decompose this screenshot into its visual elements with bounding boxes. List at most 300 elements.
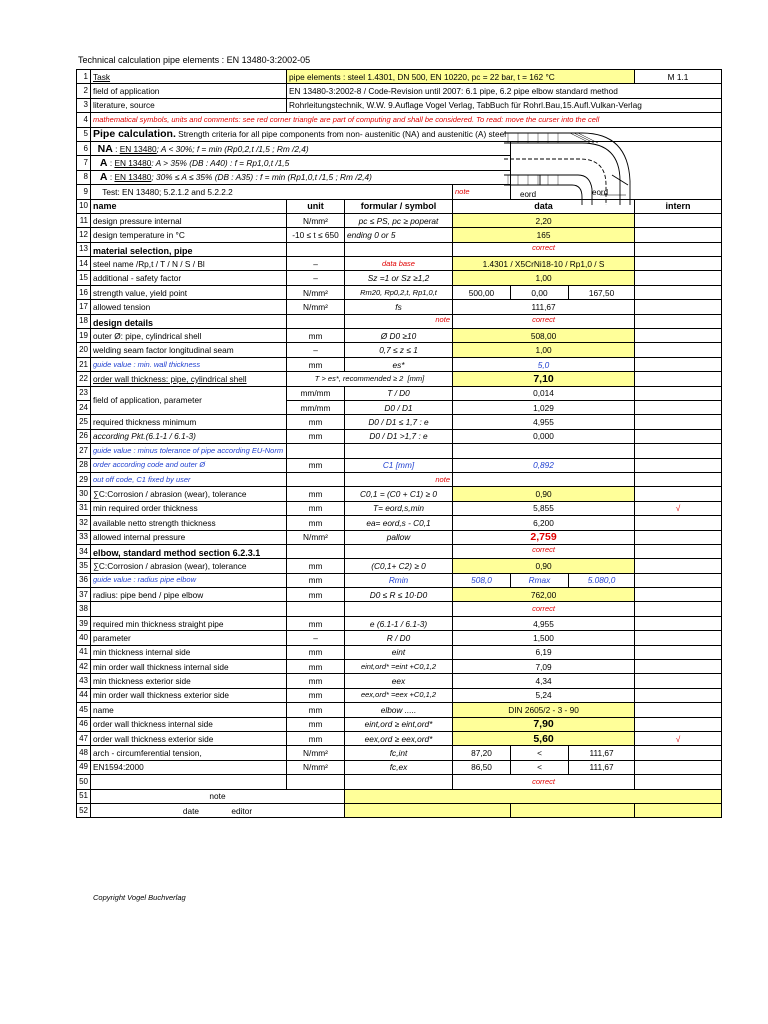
criteria-a35: A : EN 13480; 30% ≤ A ≤ 35% (DB : A35) : f = min (Rp1,0,t /1,5 ; Rm /2,4): [91, 170, 511, 184]
section-heading: design details: [91, 314, 287, 328]
param-unit: mm: [287, 415, 345, 429]
table-row: [77, 645, 722, 659]
intern-cell: [635, 674, 722, 688]
section-heading: elbow, standard method section 6.2.3.1: [91, 544, 287, 558]
table-row: [77, 429, 722, 443]
table-row: [77, 631, 722, 645]
table-row: [77, 660, 722, 674]
param-name: allowed tension: [91, 300, 287, 314]
row-number: 52: [77, 803, 91, 817]
param-formula: fc,int: [345, 746, 453, 760]
radius-min-value: 508,0: [453, 573, 511, 587]
allowed-tension-value: 111,67: [569, 746, 635, 760]
param-name: allowed internal pressure: [91, 530, 287, 544]
table-row: [77, 602, 722, 616]
empty-cell: [287, 544, 345, 558]
table-row: [77, 386, 722, 400]
criteria-standard: EN 13480: [114, 158, 152, 169]
param-value: 5,24: [453, 688, 635, 702]
param-unit: mm: [287, 703, 345, 717]
row-number: 46: [77, 717, 91, 731]
table-row: [77, 242, 722, 256]
note-marker: note: [345, 314, 453, 328]
row-number: 36: [77, 573, 91, 587]
param-formula: D0 ≤ R ≤ 10·D0: [345, 588, 453, 602]
row-number: 33: [77, 530, 91, 544]
row-number: 16: [77, 285, 91, 299]
note-marker: note: [453, 185, 511, 199]
intern-cell: [635, 530, 722, 544]
intern-cell: [635, 386, 722, 400]
table-row: [77, 357, 722, 371]
date-label: date: [182, 805, 200, 816]
unit-mm: [mm]: [407, 373, 425, 383]
param-value: 1,029: [453, 400, 635, 414]
table-row: [77, 616, 722, 630]
intern-cell: [635, 631, 722, 645]
row-number: 11: [77, 213, 91, 227]
comparison-sign: <: [511, 746, 569, 760]
param-input[interactable]: 0,90: [453, 559, 635, 573]
value-rp02: 0,00: [511, 285, 569, 299]
table-row: [77, 731, 722, 745]
param-value: 7,09: [453, 660, 635, 674]
row-number: 32: [77, 516, 91, 530]
empty-cell: [345, 775, 453, 789]
row-number: 22: [77, 372, 91, 386]
check-mark-icon: √: [635, 731, 722, 745]
value-rp10: 167,50: [569, 285, 635, 299]
test-text: Test: EN 13480; 5.2.1.2 and 5.2.2.2: [102, 186, 233, 197]
editor-label: editor: [231, 805, 253, 816]
empty-cell: [91, 775, 287, 789]
intern-cell: [635, 458, 722, 472]
param-unit: mm: [287, 329, 345, 343]
allowed-tension-value: 111,67: [569, 760, 635, 774]
row-number: 27: [77, 444, 91, 458]
row-number: 14: [77, 257, 91, 271]
param-unit: -10 ≤ t ≤ 650: [287, 228, 345, 242]
copyright: Copyright Vogel Buchverlag: [93, 893, 186, 902]
col-unit-header: unit: [287, 199, 345, 213]
table-row: [77, 775, 722, 789]
param-unit: N/mm²: [287, 300, 345, 314]
param-unit: mm: [287, 487, 345, 501]
note-marker: note: [345, 472, 453, 486]
param-formula: es*: [345, 357, 453, 371]
criteria-prefix: A: [99, 157, 108, 170]
table-row: [77, 746, 722, 760]
row-number: 6: [77, 141, 91, 155]
empty-cell: [287, 314, 345, 328]
param-unit: –: [287, 631, 345, 645]
empty-cell: [287, 242, 345, 256]
row-number: 9: [77, 185, 91, 199]
table-row: [77, 573, 722, 587]
eord-label-left: eord: [520, 190, 537, 199]
intern-cell: [635, 242, 722, 256]
table-row: [77, 674, 722, 688]
guide-value-label: out off code, C1 fixed by user: [91, 472, 287, 486]
status-correct: correct: [453, 544, 635, 558]
intern-cell: [635, 343, 722, 357]
empty-cell: [345, 602, 453, 616]
param-unit: mm: [287, 573, 345, 587]
param-formula: Ø D0 ≥10: [345, 329, 453, 343]
table-row: [77, 472, 722, 486]
table-row: [77, 516, 722, 530]
param-input[interactable]: 2,20: [453, 213, 635, 227]
elbow-name-input[interactable]: DIN 2605/2 - 3 - 90: [453, 703, 635, 717]
row-number: 50: [77, 775, 91, 789]
intern-cell: [635, 516, 722, 530]
row-number: 31: [77, 501, 91, 515]
criteria-text: : A > 35% (DB : A40) : f = Rp1,0,t /1,5: [151, 158, 290, 169]
param-formula: T / D0: [345, 386, 453, 400]
param-input[interactable]: 165: [453, 228, 635, 242]
status-correct: correct: [453, 775, 635, 789]
param-formula: eex: [345, 674, 453, 688]
table-row: [77, 329, 722, 343]
param-unit: mm: [287, 688, 345, 702]
param-name: ∑C:Corrosion / abrasion (wear), tolerance: [91, 559, 287, 573]
param-formula: e (6.1-1 / 6.1-3): [345, 616, 453, 630]
row-number: 26: [77, 429, 91, 443]
row-number: 30: [77, 487, 91, 501]
empty-cell: [345, 444, 453, 458]
criteria-standard: EN 13480: [119, 143, 157, 154]
param-name: design pressure internal: [91, 213, 287, 227]
radius-max-label: Rmax: [511, 573, 569, 587]
param-formula: eex,ord ≥ eex,ord*: [345, 731, 453, 745]
param-input[interactable]: 0,90: [453, 487, 635, 501]
row-number: 29: [77, 472, 91, 486]
intern-cell: [635, 588, 722, 602]
intern-cell: [635, 645, 722, 659]
param-input[interactable]: 7,90: [453, 717, 635, 731]
row-number: 1: [77, 70, 91, 84]
intern-cell: [635, 429, 722, 443]
task-ref: M 1.1: [635, 70, 722, 84]
row-number: 25: [77, 415, 91, 429]
table-row: [77, 343, 722, 357]
param-unit: N/mm²: [287, 213, 345, 227]
row-number: 49: [77, 760, 91, 774]
param-value: 0,000: [453, 429, 635, 443]
note-input[interactable]: [345, 789, 722, 803]
criteria-a40: A : EN 13480: A > 35% (DB : A40) : f = Rp1,0,t /1,5: [91, 156, 511, 170]
intern-cell: [635, 314, 722, 328]
intern-cell: [635, 746, 722, 760]
param-formula: elbow .....: [345, 703, 453, 717]
empty-cell: [287, 472, 345, 486]
row-1: [77, 70, 722, 84]
col-formula-header: formular / symbol: [345, 199, 453, 213]
param-name: order wall thickness internal side: [91, 717, 287, 731]
intern-cell: [635, 775, 722, 789]
param-unit: N/mm²: [287, 530, 345, 544]
param-input[interactable]: 5,60: [453, 731, 635, 745]
check-mark-icon: √: [635, 501, 722, 515]
guide-value: 5,0: [453, 357, 635, 371]
param-value: 6,200: [453, 516, 635, 530]
editor-input[interactable]: [511, 803, 635, 817]
row-number: 10: [77, 199, 91, 213]
steel-select[interactable]: 1.4301 / X5CrNi18-10 / Rp1,0 / S: [453, 257, 635, 271]
param-formula: pc ≤ PS, pc ≥ poperat: [345, 213, 453, 227]
test-reference: [91, 185, 453, 199]
intern-cell: [635, 357, 722, 371]
guide-value-label: guide value : min. wall thickness: [91, 357, 287, 371]
intern-cell: [635, 544, 722, 558]
row-number: 39: [77, 616, 91, 630]
param-formula: D0 / D1: [345, 400, 453, 414]
table-row: [77, 487, 722, 501]
param-unit: mm: [287, 458, 345, 472]
value-rm: 500,00: [453, 285, 511, 299]
col-name-header: name: [91, 199, 287, 213]
param-formula: fc,ex: [345, 760, 453, 774]
note-label: note: [91, 789, 345, 803]
param-unit: N/mm²: [287, 285, 345, 299]
pipe-calc-desc: Strength criteria for all pipe components from non- austenitic (NA) and austenitic (A) steel: [175, 129, 507, 140]
guide-value-label: guide value : minus tolerance of pipe according EU-Norm: [91, 444, 287, 458]
param-unit: mm: [287, 559, 345, 573]
param-formula: eint,ord* =eint +C0,1,2: [345, 660, 453, 674]
param-name: EN1594:2000: [91, 760, 287, 774]
param-name: order wall thickness: pipe, cylindrical shell: [91, 372, 287, 386]
param-formula: eint,ord ≥ eint,ord*: [345, 717, 453, 731]
guide-value-label: guide value : radius pipe elbow: [91, 573, 287, 587]
table-row: [77, 271, 722, 285]
param-name: required min thickness straight pipe: [91, 616, 287, 630]
row-number: 20: [77, 343, 91, 357]
row-number: 28: [77, 458, 91, 472]
param-unit: mm/mm: [287, 386, 345, 400]
table-row: [77, 717, 722, 731]
param-name: ∑C:Corrosion / abrasion (wear), tolerance: [91, 487, 287, 501]
intern-cell: [635, 472, 722, 486]
section-heading: material selection, pipe: [91, 242, 287, 256]
param-value: 1,500: [453, 631, 635, 645]
date-input[interactable]: [345, 803, 511, 817]
row-number: 48: [77, 746, 91, 760]
intern-cell: [635, 616, 722, 630]
intern-cell: [635, 285, 722, 299]
signature-input[interactable]: [635, 803, 722, 817]
intern-cell: [635, 400, 722, 414]
param-name: design temperature in °C: [91, 228, 287, 242]
param-input[interactable]: 1,00: [453, 271, 635, 285]
allowed-pressure-result: 2,759: [453, 530, 635, 544]
page-title: Technical calculation pipe elements : EN 13480-3:2002-05: [78, 55, 311, 65]
status-correct: correct: [453, 314, 635, 328]
param-unit: mm: [287, 429, 345, 443]
pipe-calc-title: Pipe calculation.: [93, 128, 176, 141]
row-number: 44: [77, 688, 91, 702]
empty-cell: [287, 444, 345, 458]
param-formula: Rmin: [345, 573, 453, 587]
param-unit: mm: [287, 660, 345, 674]
param-formula: Sz =1 or Sz ≥1,2: [345, 271, 453, 285]
intern-cell: [635, 717, 722, 731]
table-row: [77, 285, 722, 299]
elbow-inner-line: [504, 185, 582, 205]
row-number: 8: [77, 170, 91, 184]
param-formula: C0,1 = (C0 + C1) ≥ 0: [345, 487, 453, 501]
intern-cell: [635, 444, 722, 458]
param-name: additional - safety factor: [91, 271, 287, 285]
param-name: field of application, parameter: [91, 386, 287, 415]
param-unit: mm: [287, 588, 345, 602]
param-value: 6,19: [453, 645, 635, 659]
param-unit: –: [287, 257, 345, 271]
row-2: [77, 84, 722, 98]
param-unit: mm: [287, 501, 345, 515]
param-value: 4,955: [453, 415, 635, 429]
empty-cell: [287, 602, 345, 616]
tension-value: 86,50: [453, 760, 511, 774]
table-row: [77, 803, 722, 817]
row-number: 19: [77, 329, 91, 343]
empty-cell: [345, 544, 453, 558]
param-name: outer Ø: pipe, cylindrical shell: [91, 329, 287, 343]
param-formula: 0,7 ≤ z ≤ 1: [345, 343, 453, 357]
intern-cell: [635, 213, 722, 227]
row-number: 45: [77, 703, 91, 717]
table-row: [77, 530, 722, 544]
param-unit: –: [287, 343, 345, 357]
intern-cell: [635, 602, 722, 616]
criteria-na: NA : EN 13480; A < 30%; f = min (Rp0,2,t /1,5 ; Rm /2,4): [91, 141, 511, 155]
table-row: [77, 444, 722, 458]
data-base-label: data base: [345, 257, 453, 271]
radius-max-value: 5.080,0: [569, 573, 635, 587]
task-label: Task: [91, 70, 287, 84]
table-row: [77, 372, 722, 386]
empty-cell: [453, 472, 635, 486]
row-number: 47: [77, 731, 91, 745]
param-value: 4,34: [453, 674, 635, 688]
row-number: 40: [77, 631, 91, 645]
param-name: arch - circumferential tension,: [91, 746, 287, 760]
application-value: EN 13480-3:2002-8 / Code-Revision until 2007: 6.1 pipe, 6.2 pipe elbow standard method: [287, 84, 722, 98]
param-formula: R / D0: [345, 631, 453, 645]
col-intern-header: intern: [635, 199, 722, 213]
table-row: [77, 458, 722, 472]
row-number: 41: [77, 645, 91, 659]
param-name: name: [91, 703, 287, 717]
col-data-header: data: [453, 199, 635, 213]
param-name: min thickness internal side: [91, 645, 287, 659]
param-unit: mm: [287, 674, 345, 688]
pipe-elbow-diagram: [500, 119, 640, 209]
intern-cell: [635, 329, 722, 343]
table-row: [77, 703, 722, 717]
table-row: [77, 213, 722, 227]
guide-value-label: order according code and outer Ø: [91, 458, 287, 472]
instructions-note: mathematical symbols, units and comments: see red corner triangle are part of computing and shall be considered. To read: move the curser into the cell: [91, 113, 722, 127]
row-number: 7: [77, 156, 91, 170]
param-formula: [287, 372, 453, 386]
intern-cell: [635, 703, 722, 717]
param-value: 111,67: [453, 300, 635, 314]
param-name: available netto strength thickness: [91, 516, 287, 530]
row-number: 17: [77, 300, 91, 314]
intern-cell: [635, 415, 722, 429]
row-number: 21: [77, 357, 91, 371]
row-number: 13: [77, 242, 91, 256]
param-unit: mm: [287, 731, 345, 745]
intern-cell: [635, 257, 722, 271]
table-row: [77, 415, 722, 429]
table-row: [77, 789, 722, 803]
eord-label-right: eord: [592, 188, 609, 197]
intern-cell: [635, 573, 722, 587]
param-input[interactable]: 762,00: [453, 588, 635, 602]
row-number: 15: [77, 271, 91, 285]
date-editor-labels: [91, 803, 345, 817]
row-number: 34: [77, 544, 91, 558]
table-row: [77, 300, 722, 314]
param-value: 5,855: [453, 501, 635, 515]
param-name: welding seam factor longitudinal seam: [91, 343, 287, 357]
table-row: [77, 228, 722, 242]
guide-value: 0,892: [453, 458, 635, 472]
param-name: min order wall thickness internal side: [91, 660, 287, 674]
intern-cell: [635, 660, 722, 674]
row-number: 4: [77, 113, 91, 127]
criteria-prefix: NA: [97, 142, 113, 155]
param-unit: mm/mm: [287, 400, 345, 414]
param-unit: N/mm²: [287, 760, 345, 774]
table-row: [77, 588, 722, 602]
criteria-text: ; A < 30%; f = min (Rp0,2,t /1,5 ; Rm /2,4): [156, 143, 309, 154]
param-name: min required order thickness: [91, 501, 287, 515]
param-input[interactable]: 508,00: [453, 329, 635, 343]
table-row: [77, 559, 722, 573]
param-formula: ending 0 or 5: [345, 228, 453, 242]
param-name: min order wall thickness exterior side: [91, 688, 287, 702]
order-wall-thickness-input[interactable]: 7,10: [453, 372, 635, 386]
param-formula: pallow: [345, 530, 453, 544]
param-name: required thickness minimum: [91, 415, 287, 429]
task-value[interactable]: pipe elements : steel 1.4301, DN 500, EN 10220, pc = 22 bar, t = 162 °C: [287, 70, 635, 84]
param-unit: mm: [287, 516, 345, 530]
param-name: order wall thickness exterior side: [91, 731, 287, 745]
row-number: 37: [77, 588, 91, 602]
intern-cell: [635, 228, 722, 242]
param-name: according Pkt.(6.1-1 / 6.1-3): [91, 429, 287, 443]
literature-value: Rohrleitungstechnik, W.W. 9.Auflage Vogel Verlag, TabBuch für Rohrl.Bau,15.Aufl.Vulkan-Verlag: [287, 98, 722, 112]
param-name: min thickness exterior side: [91, 674, 287, 688]
param-name: steel name /Rp,t / T / N / S / Bl: [91, 257, 287, 271]
comparison-sign: <: [511, 760, 569, 774]
row-number: 24: [77, 400, 91, 414]
param-input[interactable]: 1,00: [453, 343, 635, 357]
table-row: [77, 501, 722, 515]
empty-cell: [345, 242, 453, 256]
row-number: 23: [77, 386, 91, 400]
param-formula: D0 / D1 ≤ 1,7 : e: [345, 415, 453, 429]
row-number: 5: [77, 127, 91, 141]
param-formula: C1 [mm]: [345, 458, 453, 472]
table-row: [77, 688, 722, 702]
criteria-prefix: A: [99, 171, 108, 184]
status-correct: correct: [453, 602, 635, 616]
criteria-standard: EN 13480: [114, 172, 152, 183]
param-value: 4,955: [453, 616, 635, 630]
